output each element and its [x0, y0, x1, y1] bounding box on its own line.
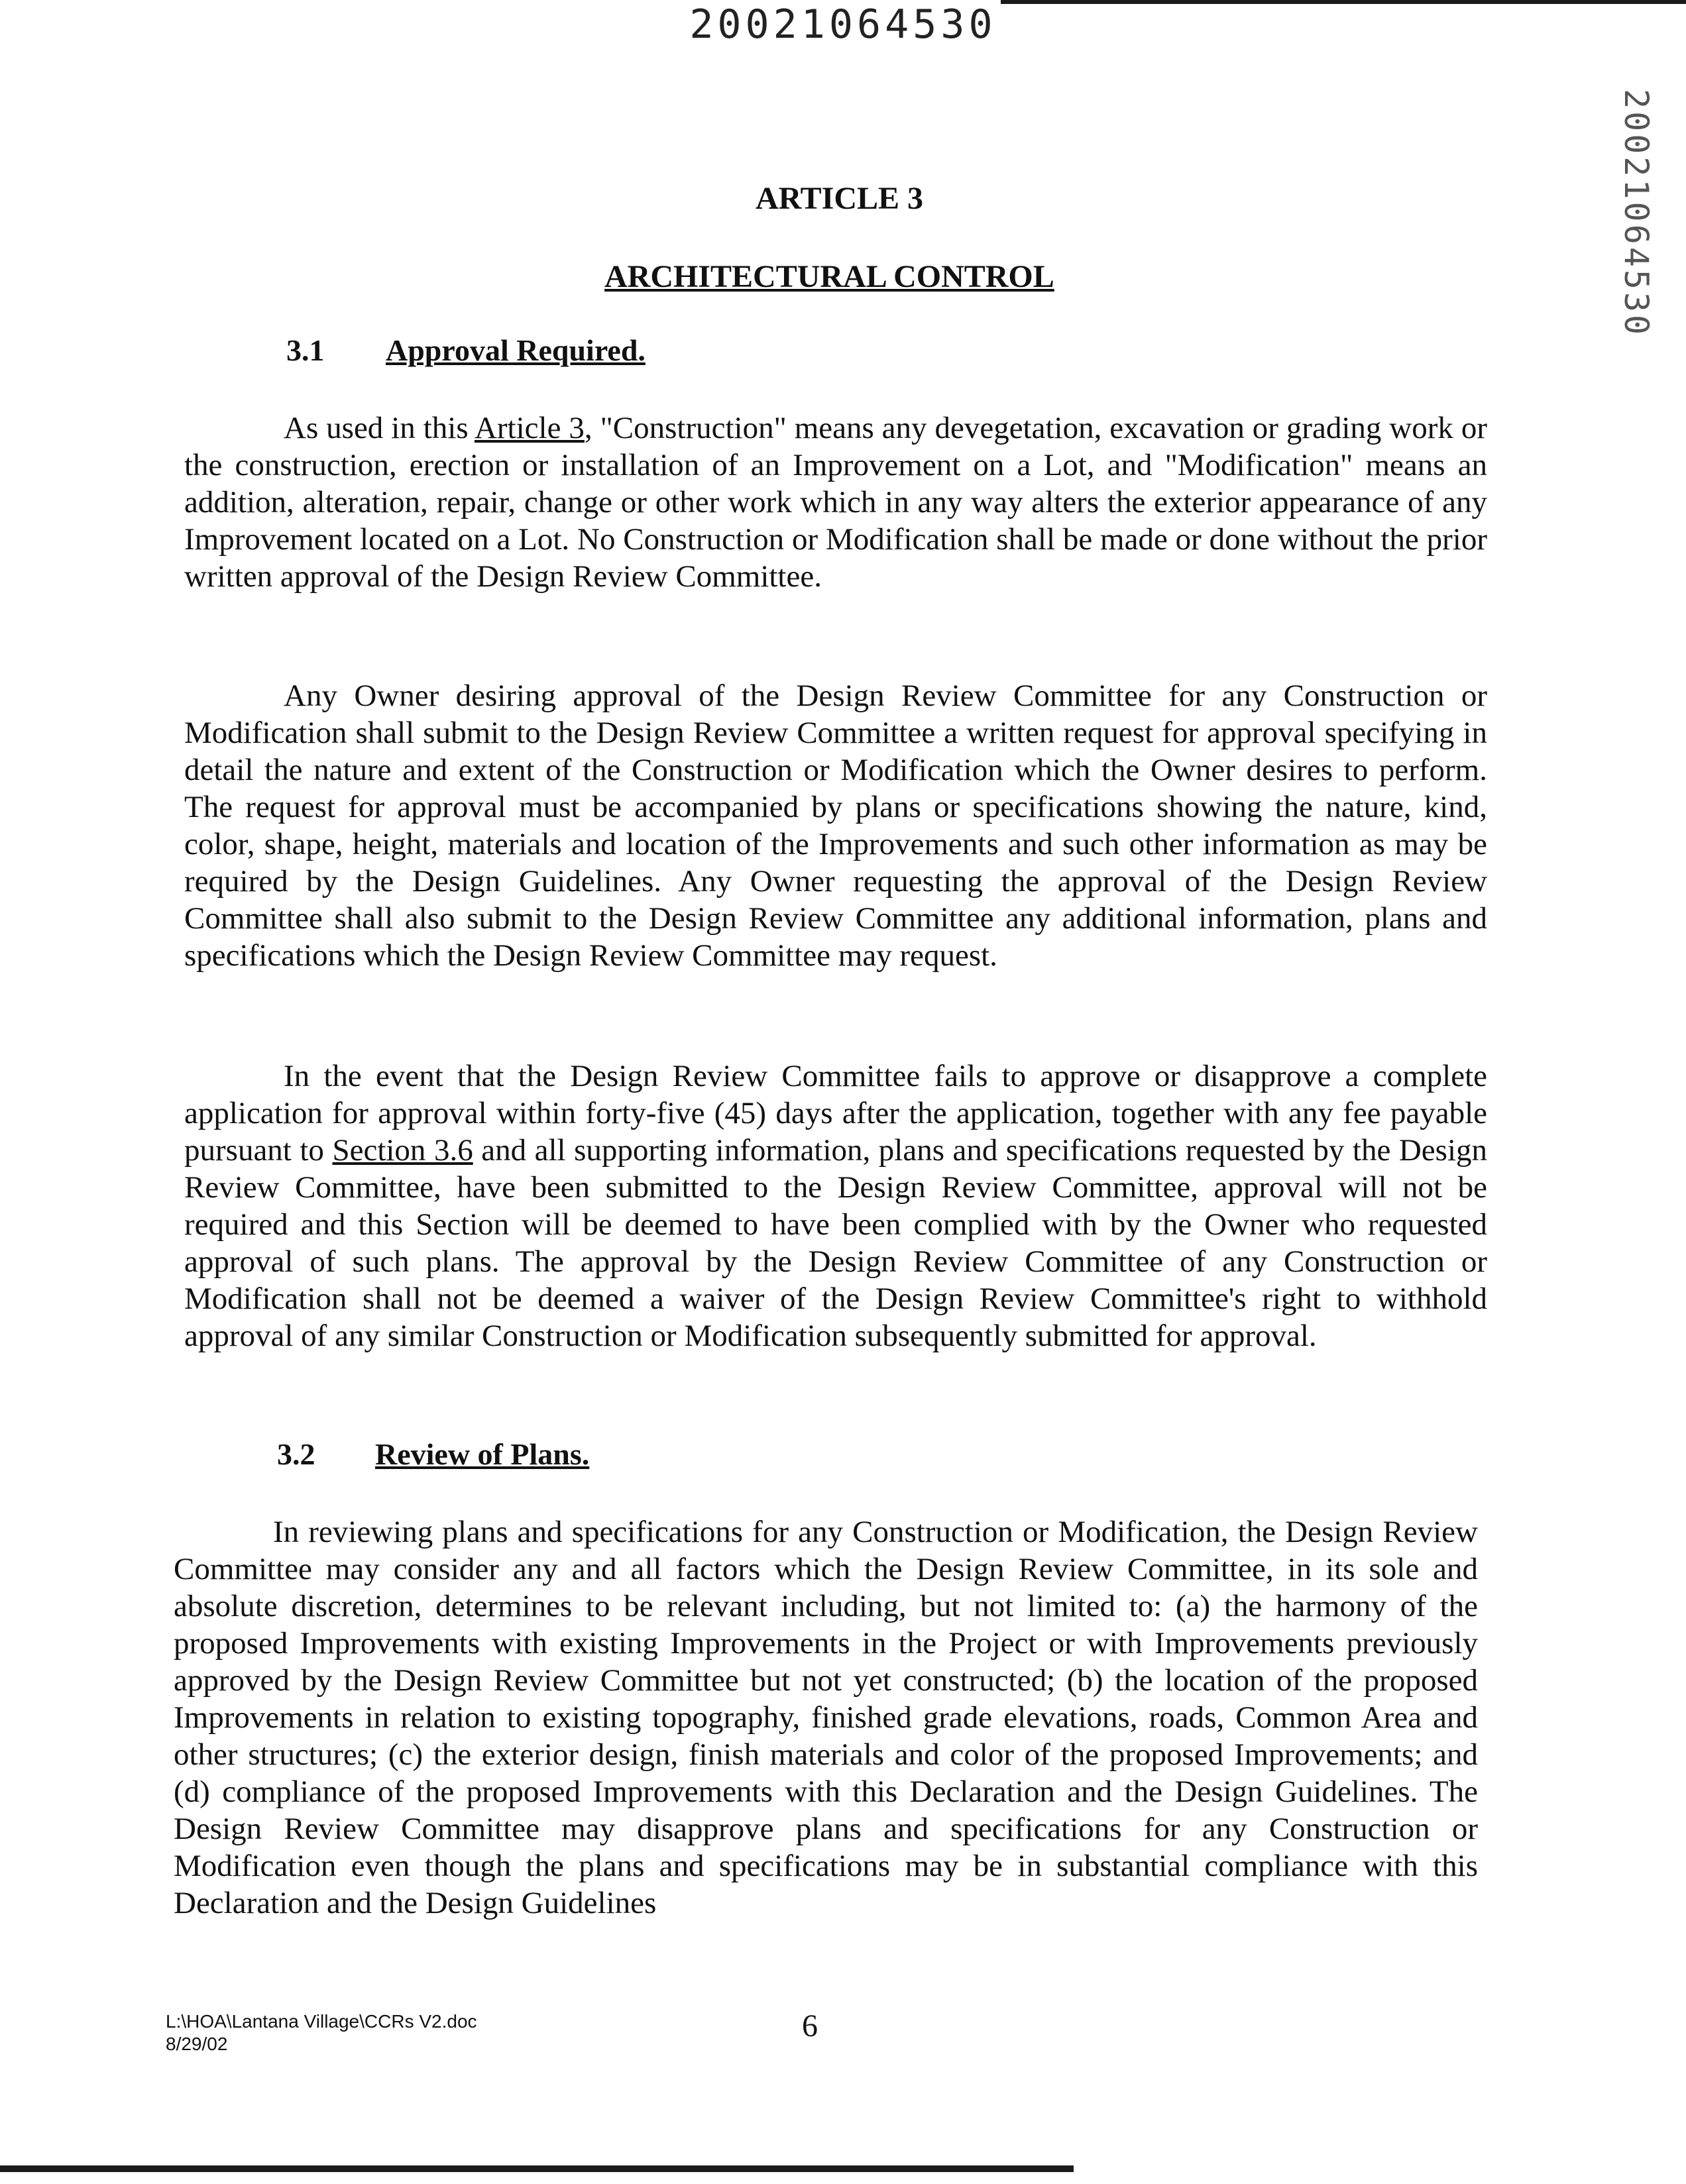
- section-number: 3.2: [277, 1437, 315, 1471]
- side-stamp-number: 20021064530: [1617, 89, 1656, 338]
- paragraph-text: In reviewing plans and specifications for any Construction or Modification, the Design Review Committee may consider any and all factors which the Design Review Committee, in its sole and absolute discretion, determines to be relevant including, but not limited to: (a) the harmony of the proposed Improvements with existing Improvements in the Project or with Improvements previously approved by the Design Review Committee but not yet constructed; (b) the location of the proposed Improvements in relation to existing topography, finished grade elevations, roads, Common Area and other structures; (c) the exterior design, finish materials and color of the proposed Improvements; and (d) compliance of the proposed Improvements with this Declaration and the Design Guidelines. The Design Review Committee may disapprove plans and specifications for any Construction or Modification even though the plans and specifications may be in substantial compliance with this Declaration and the Design Guidelines: [174, 1515, 1478, 1920]
- paragraph-construction-definition: [184, 410, 1487, 595]
- paragraph-review-of-plans: [174, 1513, 1478, 1922]
- section-title: Approval Required.: [386, 333, 646, 367]
- footer-file-info: [166, 2010, 477, 2055]
- section-number: 3.1: [286, 333, 325, 367]
- article-title: ARTICLE 3: [756, 181, 924, 216]
- footer-file-path: L:\HOA\Lantana Village\CCRs V2.doc: [166, 2011, 477, 2032]
- section-heading-3-2: [277, 1437, 589, 1472]
- document-number: 20021064530: [689, 1, 997, 48]
- paragraph-text: , "Construction" means any devegetation, excavation or grading work or the construction, erection or installation of an Improvement on a Lot, and "Modification" means an addition, alteration, repair, change or other work which in any way alters the exterior appearance of any Improvement located on a Lot. No Construction or Modification shall be made or done without the prior written approval of the Design Review Committee.: [184, 411, 1487, 594]
- paragraph-text: and all supporting information, plans and specifications requested by the Design Review Committee, have been submitted to the Design Review Committee, approval will not be required and this Section will be deemed to have been complied with by the Owner who requested approval of such plans. The approval by the Design Review Committee of any Construction or Modification shall not be deemed a waiver of the Design Review Committee's right to withhold approval of any similar Construction or Modification subsequently submitted for approval.: [184, 1133, 1487, 1353]
- section-3-6-reference: Section 3.6: [332, 1133, 473, 1168]
- paragraph-text: In the event that the Design Review Committee fails to approve or disapprove a complete application for approval within forty-five (45) days after the application, together with any fee payable pursuant to: [184, 1059, 1487, 1168]
- article-3-reference: Article 3: [474, 411, 585, 445]
- footer-date: 8/29/02: [166, 2034, 228, 2054]
- paragraph-text: Any Owner desiring approval of the Design Review Committee for any Construction or Modification shall submit to the Design Review Committee a written request for approval specifying in detail the nature and extent of the Construction or Modification which the Owner desires to perform. The request for approval must be accompanied by plans or specifications showing the nature, kind, color, shape, height, materials and location of the Improvements and such other information as may be required by the Design Guidelines. Any Owner requesting the approval of the Design Review Committee shall also submit to the Design Review Committee any additional information, plans and specifications which the Design Review Committee may request.: [184, 679, 1487, 973]
- bottom-scan-border: [0, 2165, 1074, 2172]
- section-heading-3-1: [286, 333, 646, 368]
- paragraph-approval-request: [184, 677, 1487, 974]
- page-number: 6: [802, 2008, 818, 2044]
- section-title: Review of Plans.: [375, 1437, 590, 1471]
- paragraph-text: As used in this: [284, 411, 475, 445]
- paragraph-deemed-approval: [184, 1058, 1487, 1354]
- article-subtitle: ARCHITECTURAL CONTROL: [604, 259, 1054, 294]
